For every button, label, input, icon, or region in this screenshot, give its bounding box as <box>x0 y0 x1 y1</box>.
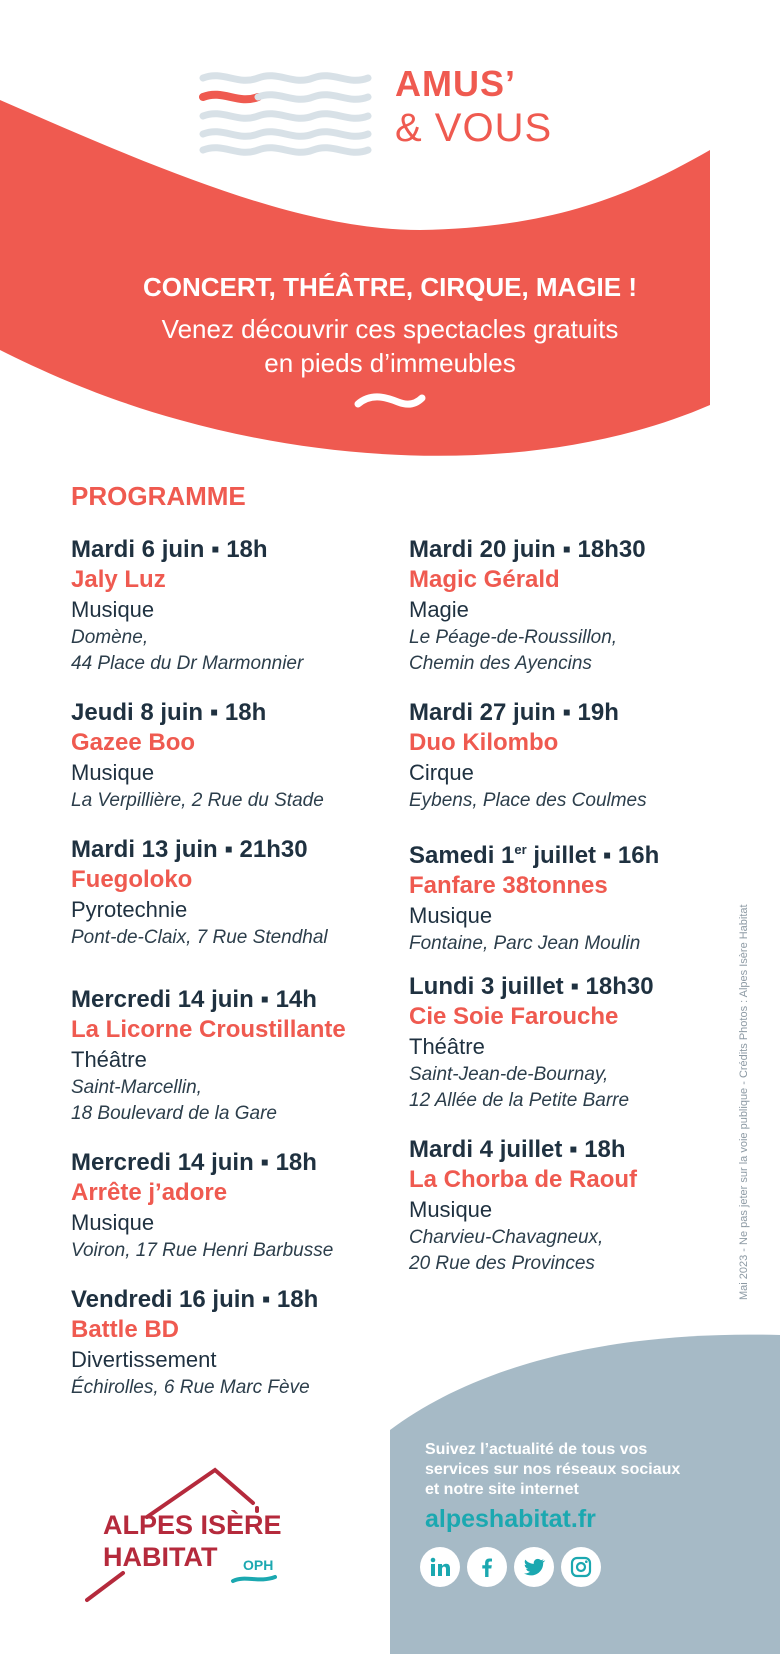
event-category: Musique <box>71 1210 155 1235</box>
event-place: Charvieu-Chavagneux, <box>409 1227 604 1248</box>
event-date: Mardi 6 juin ▪ 18h <box>71 536 268 563</box>
brand-line1: ALPES ISÈRE <box>103 1510 282 1540</box>
event-name: Fanfare 38tonnes <box>409 872 608 899</box>
follow-line: services sur nos réseaux sociaux <box>425 1461 681 1478</box>
event-date: Jeudi 8 juin ▪ 18h <box>71 699 267 726</box>
event-place: 12 Allée de la Petite Barre <box>409 1090 630 1111</box>
event-date: Mardi 20 juin ▪ 18h30 <box>409 536 646 563</box>
follow-text <box>425 1440 725 1500</box>
event-name: La Chorba de Raouf <box>409 1166 638 1193</box>
logo-subtitle: & VOUS <box>395 106 553 150</box>
banner-subtitle-line2: en pieds d’immeubles <box>264 348 516 378</box>
event-place: Eybens, Place des Coulmes <box>409 790 647 811</box>
facebook-icon[interactable] <box>467 1547 507 1587</box>
event-name: La Licorne Croustillante <box>71 1016 346 1043</box>
follow-line: Suivez l’actualité de tous vos <box>425 1441 648 1458</box>
event-card <box>71 1285 318 1401</box>
event-place: Domène, <box>71 627 149 648</box>
brand-line2: HABITAT <box>103 1542 218 1572</box>
event-place: Échirolles, 6 Rue Marc Fève <box>71 1377 310 1398</box>
event-date: Samedi 1er juillet ▪ 16h <box>409 842 660 869</box>
event-category: Musique <box>71 597 155 622</box>
event-category: Divertissement <box>71 1347 217 1372</box>
event-category: Magie <box>409 597 469 622</box>
event-card <box>409 1135 637 1277</box>
event-place: Saint-Jean-de-Bournay, <box>409 1064 609 1085</box>
event-category: Musique <box>409 903 493 928</box>
event-name: Battle BD <box>71 1316 180 1343</box>
logo-title: AMUS’ <box>395 63 516 104</box>
amus-vous-logo <box>0 0 780 160</box>
event-card <box>409 835 659 957</box>
event-category: Cirque <box>409 760 474 785</box>
event-place: Fontaine, Parc Jean Moulin <box>409 933 641 954</box>
event-date: Vendredi 16 juin ▪ 18h <box>71 1286 319 1313</box>
photo-credit: Mai 2023 - Ne pas jeter sur la voie publique - Crédits Photos : Alpes Isère Habitat <box>738 904 750 1300</box>
event-name: Jaly Luz <box>71 566 166 593</box>
event-date: Lundi 3 juillet ▪ 18h30 <box>409 973 654 1000</box>
event-date: Mercredi 14 juin ▪ 18h <box>71 1149 317 1176</box>
event-name: Fuegoloko <box>71 866 193 893</box>
event-place: La Verpillière, 2 Rue du Stade <box>71 790 324 811</box>
banner-subtitle-line1: Venez découvrir ces spectacles gratuits <box>161 314 619 344</box>
programme-title: PROGRAMME <box>71 481 246 511</box>
event-name: Cie Soie Farouche <box>409 1003 619 1030</box>
event-date: Mardi 27 juin ▪ 19h <box>409 699 619 726</box>
linkedin-icon[interactable] <box>420 1547 460 1587</box>
waves-icon <box>198 68 373 158</box>
event-place: Voiron, 17 Rue Henri Barbusse <box>71 1240 334 1261</box>
event-category: Musique <box>71 760 155 785</box>
event-name: Magic Gérald <box>409 566 560 593</box>
event-card <box>71 535 303 677</box>
twitter-icon[interactable] <box>514 1547 554 1587</box>
event-place: Saint-Marcellin, <box>71 1077 202 1098</box>
instagram-icon[interactable] <box>561 1547 601 1587</box>
event-name: Arrête j’adore <box>71 1179 228 1206</box>
event-place: 18 Boulevard de la Gare <box>71 1103 277 1124</box>
event-name: Duo Kilombo <box>409 729 559 756</box>
event-place: 44 Place du Dr Marmonnier <box>71 653 304 674</box>
event-category: Pyrotechnie <box>71 897 188 922</box>
brand-oph: OPH <box>243 1557 274 1573</box>
event-place: 20 Rue des Provinces <box>409 1253 595 1274</box>
website-link[interactable]: alpeshabitat.fr <box>425 1505 596 1533</box>
banner-title: CONCERT, THÉÂTRE, CIRQUE, MAGIE ! <box>142 272 637 302</box>
event-category: Musique <box>409 1197 493 1222</box>
follow-line: et notre site internet <box>425 1481 579 1498</box>
event-date: Mardi 4 juillet ▪ 18h <box>409 1136 626 1163</box>
event-card <box>71 835 328 951</box>
event-date: Mercredi 14 juin ▪ 14h <box>71 986 317 1013</box>
event-place: Pont-de-Claix, 7 Rue Stendhal <box>71 927 328 948</box>
event-card <box>409 972 654 1114</box>
event-card <box>71 1148 333 1264</box>
event-card <box>71 985 346 1127</box>
event-place: Le Péage-de-Roussillon, <box>409 627 618 648</box>
alpes-isere-habitat-logo <box>85 1465 325 1605</box>
event-category: Théâtre <box>71 1047 147 1072</box>
event-card <box>71 698 324 814</box>
banner-subtitle <box>0 312 780 380</box>
event-name: Gazee Boo <box>71 729 196 756</box>
event-card <box>409 698 647 814</box>
event-category: Théâtre <box>409 1034 485 1059</box>
event-date: Mardi 13 juin ▪ 21h30 <box>71 836 308 863</box>
event-card <box>409 535 646 677</box>
event-place: Chemin des Ayencins <box>409 653 592 674</box>
